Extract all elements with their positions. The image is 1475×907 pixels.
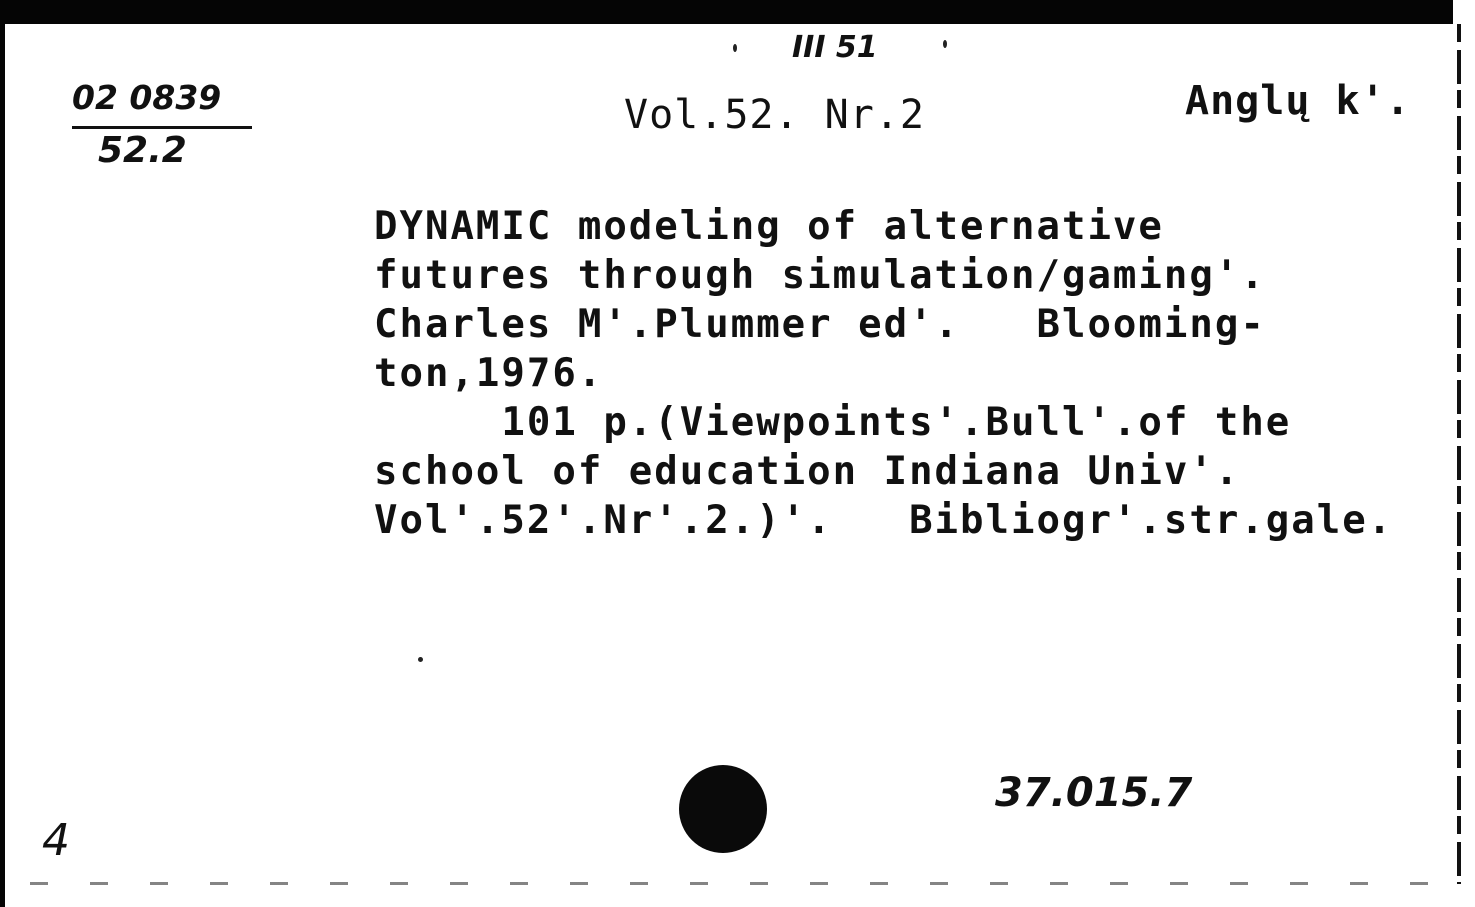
entry-line: ton,1976. (374, 351, 604, 396)
entry-line: 101 p.(Viewpoints'.Bull'.of the (374, 400, 1292, 445)
entry-line: Vol'.52'.Nr'.2.)'. Bibliogr'.str.gale. (374, 498, 1394, 543)
entry-line: Charles M'.Plummer ed'. Blooming- (374, 302, 1266, 347)
call-number-rule (72, 126, 252, 129)
card-left-border (0, 0, 5, 907)
volume-line: Vol.52. Nr.2 (624, 92, 925, 138)
card-top-border (0, 0, 1475, 24)
card-right-line (1457, 24, 1461, 884)
ink-speck (733, 44, 737, 52)
call-number-top: 02 0839 (72, 78, 222, 117)
punch-hole (679, 765, 767, 853)
entry-line: futures through simulation/gaming'. (374, 253, 1266, 298)
volume-handwritten-note: III 51 (792, 30, 878, 65)
bibliographic-entry (374, 202, 1393, 545)
ink-speck (943, 40, 947, 48)
corner-mark: 4 (42, 815, 70, 866)
ink-speck (418, 657, 423, 662)
classification-number: 37.015.7 (995, 770, 1193, 816)
language-tag: Anglų k'. (1185, 78, 1411, 124)
card-bottom-dash (30, 882, 1450, 885)
entry-line: DYNAMIC modeling of alternative (374, 204, 1164, 249)
entry-line: school of education Indiana Univ'. (374, 449, 1241, 494)
call-number-bottom: 52.2 (98, 130, 187, 171)
